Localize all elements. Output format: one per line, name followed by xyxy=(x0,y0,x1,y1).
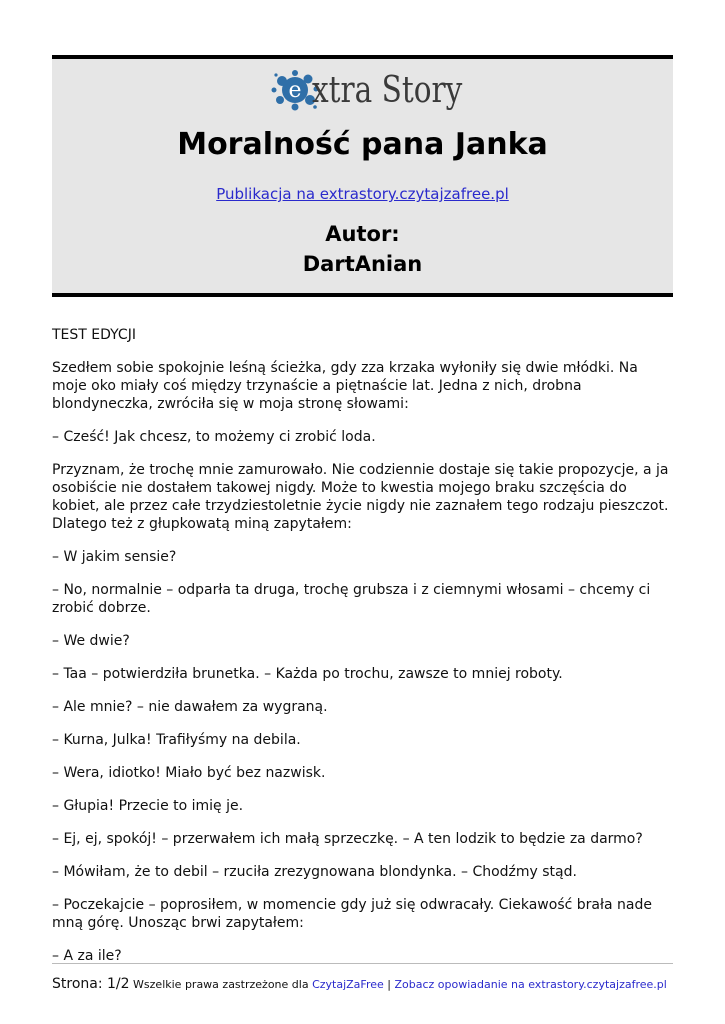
paragraph: – W jakim sensie? xyxy=(52,549,177,565)
paragraph: Przyznam, że trochę mnie zamurowało. Nie codziennie dostaje się takie propozycje, a ja osobiście nie dostałem takowej nigdy. Może to kwestia mojego braku szczęścia do kobiet, ale przez całe trzydziestoletnie życie nigdy nie zaznałem tego rodzaju pieszczot. Dlatego też z głupkowatą miną zapytałem: xyxy=(52,462,669,532)
paragraph: – A za ile? xyxy=(52,948,122,964)
logo-letter: e xyxy=(288,78,302,103)
page-number: Strona: 1/2 xyxy=(52,976,130,992)
paragraph: – Taa – potwierdziła brunetka. – Każda po trochu, zawsze to mniej roboty. xyxy=(52,666,563,682)
czytajzafree-link[interactable]: CzytajZaFree xyxy=(312,978,384,991)
footer-separator: | xyxy=(383,978,395,991)
story-link[interactable]: Zobacz opowiadanie na extrastory.czytajzafree.pl xyxy=(394,978,667,991)
paragraph: – Ale mnie? – nie dawałem za wygraną. xyxy=(52,699,328,715)
paragraph: – No, normalnie – odparła ta druga, trochę grubsza i z ciemnymi włosami – chcemy ci zrobić dobrze. xyxy=(52,582,651,616)
story-content xyxy=(52,326,673,980)
paragraph: Szedłem sobie spokojnie leśną ścieżka, gdy zza krzaka wyłoniły się dwie młódki. Na moje oko miały coś między trzynaście a piętnaście lat. Jedna z nich, drobna blondyneczka, zwróciła się w moja stronę słowami: xyxy=(52,360,638,412)
document-title: Moralność pana Janka xyxy=(177,127,548,162)
logo-text: xtra Story xyxy=(311,69,463,111)
paragraph: – Ej, ej, spokój! – przerwałem ich małą sprzeczkę. – A ten lodzik to będzie za darmo? xyxy=(52,831,643,847)
paragraph: – Głupia! Przecie to imię je. xyxy=(52,798,244,814)
extra-story-logo xyxy=(52,65,673,115)
rights-text: Wszelkie prawa zastrzeżone dla xyxy=(129,978,313,991)
paragraph: – Mówiłam, że to debil – rzuciła zrezygnowana blondynka. – Chodźmy stąd. xyxy=(52,864,577,880)
author-label: Autor: xyxy=(325,222,400,246)
author-name: DartAnian xyxy=(302,252,423,276)
paragraph: – Kurna, Julka! Trafiłyśmy na debila. xyxy=(52,732,301,748)
paragraph: TEST EDYCJI xyxy=(52,327,136,343)
paragraph: – We dwie? xyxy=(52,633,130,649)
paragraph: – Wera, idiotko! Miało być bez nazwisk. xyxy=(52,765,326,781)
page-footer xyxy=(52,963,673,992)
paragraph: – Cześć! Jak chcesz, to możemy ci zrobić loda. xyxy=(52,429,376,445)
publication-link[interactable]: Publikacja na extrastory.czytajzafree.pl xyxy=(216,185,509,203)
document-header xyxy=(52,55,673,297)
paragraph: – Poczekajcie – poprosiłem, w momencie gdy już się odwracały. Ciekawość brała nade mną górę. Unosząc brwi zapytałem: xyxy=(52,897,652,931)
